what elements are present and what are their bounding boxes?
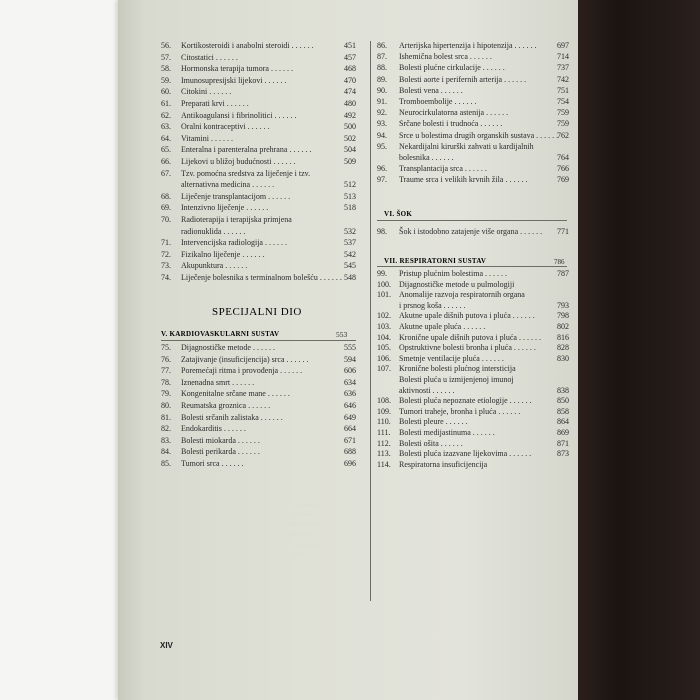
toc-entry: [161, 401, 356, 413]
toc-entry: [377, 52, 569, 63]
toc-entry-page: 864: [557, 417, 569, 427]
toc-entry: [377, 375, 569, 386]
toc-entry-page: 759: [557, 108, 569, 118]
toc-entry-title: Anomalije razvoja respiratornih organa: [399, 290, 525, 300]
toc-entry: [377, 460, 569, 471]
toc-entry-page: 480: [344, 99, 356, 108]
toc-entry-title: Endokarditis . . . . . .: [181, 424, 246, 434]
toc-entry-title: Tumori traheje, bronha i pluća . . . . . .: [399, 406, 521, 416]
toc-entry-number: 78.: [161, 377, 171, 387]
section-heading-vi: VI. ŠOK: [384, 210, 413, 218]
toc-entry-title: Bolesti perikarda . . . . . .: [181, 447, 260, 457]
toc-entry-title: i prsnog koša . . . . . .: [399, 300, 466, 310]
toc-entry-page: 646: [344, 401, 356, 410]
toc-entry-title: Smetnje ventilacije pluća . . . . . .: [399, 353, 504, 363]
toc-entry-page: 512: [344, 180, 356, 190]
toc-entry: [161, 169, 356, 181]
rule: [161, 340, 356, 341]
toc-entry-number: 70.: [161, 215, 171, 224]
toc-entry-page: 664: [344, 424, 356, 434]
toc-entry-number: 88.: [377, 63, 387, 73]
toc-entry-title: Imunosupresijski lijekovi . . . . . .: [181, 75, 287, 85]
toc-entry-title: Pristup plućnim bolestima . . . . . .: [399, 269, 507, 278]
toc-entry: [377, 119, 569, 130]
toc-entry: [161, 343, 356, 355]
toc-entry-page: 594: [344, 354, 356, 364]
toc-entry-title: Kongenitalne srčane mane . . . . . .: [181, 389, 290, 399]
toc-entry-title: alternativna medicina . . . . . .: [181, 180, 275, 190]
toc-entry: [377, 142, 569, 153]
toc-entry-title: Srčane bolesti i trudnoća . . . . . .: [399, 119, 503, 129]
toc-entry: [377, 439, 569, 450]
toc-entry-number: 67.: [161, 168, 171, 178]
toc-entry: [377, 63, 569, 74]
toc-entry: [161, 250, 356, 262]
toc-entry: [377, 407, 569, 418]
toc-entry-number: 94.: [377, 130, 387, 140]
toc-entry-page: 542: [344, 249, 356, 259]
toc-entry-number: 103.: [377, 322, 391, 331]
toc-entry-page: 513: [344, 191, 356, 201]
toc-entry-title: aktivnosti . . . . . .: [399, 385, 455, 395]
toc-entry-page: 754: [557, 97, 569, 106]
toc-entry-title: Intenzivno liječenje . . . . . .: [181, 203, 269, 213]
toc-entry: [161, 261, 356, 273]
toc-entry: [161, 203, 356, 215]
toc-entry-number: 61.: [161, 99, 171, 108]
section-heading-v: V. KARDIOVASKULARNI SUSTAV: [161, 330, 280, 338]
column-divider: [370, 41, 371, 601]
toc-entry: [377, 97, 569, 108]
toc-entry-page: 762: [557, 130, 569, 140]
toc-entry-title: Dijagnostičke metode . . . . . .: [181, 343, 275, 352]
toc-entry-page: 828: [557, 343, 569, 353]
toc-entry-title: Tromboembolije . . . . . .: [399, 97, 477, 106]
toc-entry-title: Oralni kontraceptivi . . . . . .: [181, 122, 270, 132]
toc-entry-number: 68.: [161, 191, 171, 201]
toc-entry-number: 96.: [377, 164, 387, 174]
toc-entry-title: radionuklida . . . . . .: [181, 226, 246, 236]
toc-entry: [377, 227, 569, 238]
toc-entry: [161, 192, 356, 204]
toc-entry-number: 104.: [377, 332, 391, 342]
toc-entry-title: Tzv. pomoćna sredstva za liječenje i tzv.: [181, 168, 311, 178]
toc-entry-number: 102.: [377, 311, 391, 321]
toc-entry-title: Akutne upale dišnih putova i pluća . . . . . .: [399, 311, 535, 321]
toc-entry: [161, 355, 356, 367]
toc-entry: [377, 108, 569, 119]
toc-entry: [377, 343, 569, 354]
toc-entry-page: 838: [557, 385, 569, 395]
toc-entry-number: 92.: [377, 108, 387, 118]
toc-entry-title: Citostatici . . . . . .: [181, 52, 238, 62]
toc-entry-title: Bolesti medijastinuma . . . . . .: [399, 428, 495, 437]
toc-entry: [161, 436, 356, 448]
toc-entry-page: 802: [557, 322, 569, 331]
toc-entry: [377, 364, 569, 375]
toc-entry-title: Citokini . . . . . .: [181, 87, 232, 97]
toc-entry-title: Reumatska groznica . . . . . .: [181, 401, 271, 410]
toc-entry-page: 742: [557, 74, 569, 84]
toc-entry: [161, 447, 356, 459]
toc-entry: [377, 301, 569, 312]
toc-entry-title: Kortikosteroidi i anabolni steroidi . . . . . .: [181, 41, 314, 50]
toc-entry-number: 111.: [377, 428, 391, 437]
toc-entry-number: 62.: [161, 110, 171, 120]
toc-entry: [377, 86, 569, 97]
toc-entry-title: Bolesti miokarda . . . . . .: [181, 435, 260, 445]
toc-entry: [377, 396, 569, 407]
page-gutter-shadow: [118, 0, 144, 700]
toc-entry-number: 101.: [377, 290, 391, 300]
toc-entry-title: Šok i istodobno zatajenje više organa . . . . . .: [399, 227, 543, 236]
toc-entry-page: 671: [344, 435, 356, 445]
toc-entry: [377, 280, 569, 291]
toc-entry-title: Bolesti srčanih zalistaka . . . . . .: [181, 412, 283, 422]
toc-left-section: [161, 343, 356, 471]
toc-entry-number: 73.: [161, 261, 171, 271]
toc-entry-number: 58.: [161, 64, 171, 74]
toc-entry: [161, 238, 356, 250]
toc-entry-number: 64.: [161, 133, 171, 143]
toc-entry: [161, 41, 356, 53]
toc-entry-title: Zatajivanje (insuficijencija) srca . . . . . .: [181, 354, 309, 364]
toc-entry-number: 87.: [377, 52, 387, 62]
toc-entry-page: 502: [344, 133, 356, 143]
toc-entry-number: 79.: [161, 389, 171, 399]
toc-entry-page: 468: [344, 64, 356, 74]
toc-entry-number: 85.: [161, 459, 171, 468]
toc-entry-number: 83.: [161, 435, 171, 445]
toc-entry: [377, 131, 569, 142]
toc-entry-page: 451: [344, 41, 356, 50]
toc-entry-title: Intervencijska radiologija . . . . . .: [181, 238, 287, 248]
toc-entry-number: 75.: [161, 343, 171, 352]
section-heading-vii: VII. RESPIRATORNI SUSTAV: [384, 257, 487, 265]
toc-entry-page: 504: [344, 145, 356, 155]
toc-entry-number: 89.: [377, 74, 387, 84]
toc-entry-number: 80.: [161, 401, 171, 410]
toc-entry-number: 86.: [377, 41, 387, 50]
toc-entry: [161, 273, 356, 285]
toc-entry-number: 100.: [377, 279, 391, 289]
toc-entry-number: 114.: [377, 459, 391, 469]
toc-entry-page: 751: [557, 85, 569, 95]
toc-entry-page: 696: [344, 459, 356, 468]
toc-entry-title: Radioterapija i terapijska primjena: [181, 215, 292, 224]
toc-entry-page: 816: [557, 332, 569, 342]
toc-entry-page: 555: [344, 343, 356, 352]
toc-entry-number: 109.: [377, 406, 391, 416]
toc-entry: [161, 366, 356, 378]
toc-entry-number: 113.: [377, 449, 391, 459]
toc-entry-title: Bolesti pluća nepoznate etiologije . . . . . .: [399, 396, 532, 406]
toc-entry-title: Vitamini . . . . . .: [181, 133, 233, 143]
toc-entry-title: Fizikalno liječenje . . . . . .: [181, 249, 265, 259]
toc-entry: [161, 378, 356, 390]
toc-entry-page: 871: [557, 438, 569, 448]
toc-entry-number: 98.: [377, 227, 387, 236]
toc-entry-page: 714: [557, 52, 569, 62]
toc-left-column: [161, 41, 356, 285]
toc-entry: [161, 64, 356, 76]
toc-entry: [161, 111, 356, 123]
book-cover-edge: [565, 0, 700, 700]
toc-entry-title: Hormonska terapija tumora . . . . . .: [181, 64, 293, 74]
toc-entry-title: Respiratorna insuficijencija: [399, 459, 488, 469]
toc-entry-number: 57.: [161, 52, 171, 62]
toc-entry-number: 90.: [377, 85, 387, 95]
toc-entry-title: Lijekovi u bližoj budućnosti . . . . . .: [181, 157, 296, 166]
toc-entry-page: 737: [557, 63, 569, 73]
toc-entry-number: 63.: [161, 122, 171, 132]
toc-entry-title: Bolesti aorte i perifernih arterija . . . . . .: [399, 74, 527, 84]
toc-entry-title: Tumori srca . . . . . .: [181, 459, 244, 468]
toc-entry-page: 636: [344, 389, 356, 399]
toc-entry-title: Kronične bolesti plućnog intersticija: [399, 364, 516, 374]
toc-entry-page: 470: [344, 75, 356, 85]
toc-entry-page: 518: [344, 203, 356, 213]
toc-entry: [377, 354, 569, 365]
toc-entry-number: 108.: [377, 396, 391, 406]
toc-entry-title: Akupunktura . . . . . .: [181, 261, 248, 271]
toc-entry: [377, 417, 569, 428]
toc-entry-page: 457: [344, 52, 356, 62]
toc-entry-number: 82.: [161, 424, 171, 434]
toc-entry-page: 500: [344, 122, 356, 132]
toc-entry-title: bolesnika . . . . . .: [399, 153, 454, 162]
toc-entry-page: 759: [557, 119, 569, 129]
toc-entry-page: 798: [557, 311, 569, 321]
toc-entry: [377, 41, 569, 52]
toc-entry-page: 474: [344, 87, 356, 97]
toc-entry-page: 787: [557, 269, 569, 278]
toc-entry-page: 634: [344, 377, 356, 387]
toc-entry: [161, 424, 356, 436]
toc-entry-number: 97.: [377, 175, 387, 185]
toc-entry: [377, 75, 569, 86]
toc-entry: [377, 269, 569, 280]
toc-right-section-vi: [377, 227, 569, 238]
toc-entry: [377, 311, 569, 322]
toc-entry-title: Akutne upale pluća . . . . . .: [399, 322, 486, 331]
toc-entry-number: 95.: [377, 141, 387, 151]
toc-entry: [161, 215, 356, 227]
toc-entry-number: 74.: [161, 273, 171, 282]
toc-entry-title: Bolesti pleure . . . . . .: [399, 417, 468, 427]
toc-entry-page: 606: [344, 366, 356, 376]
toc-entry: [377, 333, 569, 344]
toc-entry-title: Transplantacija srca . . . . . .: [399, 164, 487, 174]
toc-entry-page: 793: [557, 300, 569, 310]
toc-entry-page: 873: [557, 449, 569, 459]
toc-entry-title: Bolesti ošita . . . . . .: [399, 438, 463, 448]
toc-entry-number: 77.: [161, 366, 171, 376]
toc-entry: [377, 322, 569, 333]
toc-entry-title: Bolesti vena . . . . . .: [399, 85, 463, 95]
toc-entry: [161, 99, 356, 111]
section-title: SPECIJALNI DIO: [212, 306, 302, 318]
rule: [377, 220, 567, 221]
toc-entry: [161, 413, 356, 425]
toc-entry-title: Ishemična bolest srca . . . . . .: [399, 52, 492, 62]
toc-entry-title: Antikoagulansi i fibrinolitici . . . . . .: [181, 110, 297, 120]
toc-entry-number: 76.: [161, 354, 171, 364]
toc-entry-title: Nekardijalni kirurški zahvati u kardijalnih: [399, 141, 534, 151]
toc-entry-title: Poremećaji ritma i provođenja . . . . . .: [181, 366, 303, 376]
toc-entry-number: 106.: [377, 353, 391, 363]
toc-entry-number: 105.: [377, 343, 391, 353]
toc-entry-title: Liječenje bolesnika s terminalnom bolešću . . . . . .: [181, 273, 342, 282]
toc-entry-number: 69.: [161, 203, 171, 213]
toc-entry: [161, 180, 356, 192]
toc-entry-number: 59.: [161, 75, 171, 85]
toc-entry-number: 110.: [377, 417, 391, 427]
toc-entry-page: 537: [344, 238, 356, 248]
toc-entry: [377, 175, 569, 186]
show-through-marks: · · · · · · · · · · · · · · · · · · · · · · · · · · · · · · · · · · · · · · · · · · · · · · · · · ·: [290, 502, 324, 558]
toc-entry-number: 112.: [377, 438, 391, 448]
toc-entry-page: 697: [557, 41, 569, 50]
toc-entry: [161, 459, 356, 471]
toc-entry-page: 688: [344, 447, 356, 457]
toc-entry-title: Kronične upale dišnih putova i pluća . . . . . .: [399, 332, 541, 342]
toc-entry-number: 60.: [161, 87, 171, 97]
rule: [377, 266, 567, 267]
toc-entry: [161, 87, 356, 99]
toc-entry-page: 771: [557, 227, 569, 236]
toc-entry: [161, 53, 356, 65]
toc-entry-page: 850: [557, 396, 569, 406]
toc-entry-title: Dijagnostičke metode u pulmologiji: [399, 279, 515, 289]
toc-entry-number: 99.: [377, 269, 387, 278]
toc-entry-page: 869: [557, 428, 569, 437]
toc-entry-title: Bolesti plućne cirkulacije . . . . . .: [399, 63, 505, 73]
toc-entry-title: Liječenje transplantacijom . . . . . .: [181, 191, 291, 201]
toc-entry: [161, 389, 356, 401]
toc-entry-title: Bolesti pluća izazvane lijekovima . . . . . .: [399, 449, 532, 459]
toc-entry-number: 91.: [377, 97, 387, 106]
toc-right-column: [377, 41, 569, 187]
toc-entry-title: Bolesti pluća u izmijenjenoj imunoj: [399, 375, 514, 384]
toc-entry-page: 532: [344, 226, 356, 236]
toc-entry: [377, 290, 569, 301]
toc-entry-number: 81.: [161, 412, 171, 422]
toc-entry-title: Iznenadna smrt . . . . . .: [181, 377, 255, 387]
toc-entry: [377, 153, 569, 164]
toc-entry-page: 830: [557, 353, 569, 363]
toc-entry-page: 764: [557, 153, 569, 162]
toc-entry-page: 766: [557, 164, 569, 174]
toc-entry-page: 858: [557, 406, 569, 416]
toc-entry: [161, 145, 356, 157]
toc-entry-title: Arterijska hipertenzija i hipotenzija . . . . . .: [399, 41, 537, 50]
toc-entry: [161, 76, 356, 88]
toc-entry: [377, 449, 569, 460]
toc-entry: [161, 122, 356, 134]
toc-entry-title: Opstruktivne bolesti bronha i pluća . . . . . .: [399, 343, 536, 353]
toc-entry-number: 84.: [161, 447, 171, 457]
toc-entry-title: Neurocirkulatorna astenija . . . . . .: [399, 108, 509, 118]
toc-entry: [161, 157, 356, 169]
toc-entry-title: Preparati krvi . . . . . .: [181, 99, 249, 108]
toc-entry-page: 769: [557, 175, 569, 185]
toc-entry: [377, 428, 569, 439]
toc-entry-number: 93.: [377, 119, 387, 129]
toc-entry: [161, 227, 356, 239]
toc-entry-number: 66.: [161, 157, 171, 166]
toc-entry-page: 492: [344, 110, 356, 120]
toc-entry-number: 72.: [161, 249, 171, 259]
toc-entry-number: 56.: [161, 41, 171, 50]
toc-entry-page: 509: [344, 157, 356, 166]
toc-entry-number: 107.: [377, 364, 391, 374]
toc-entry: [377, 386, 569, 397]
toc-entry: [161, 134, 356, 146]
toc-right-section-vii: [377, 269, 569, 470]
section-heading-v-page: 553: [336, 330, 348, 339]
toc-entry-number: 65.: [161, 145, 171, 155]
toc-entry-title: Enteralna i parenteralna prehrana . . . . . .: [181, 145, 312, 155]
toc-entry-title: Srce u bolestima drugih organskih sustava . . . . . .: [399, 130, 559, 140]
toc-entry-title: Traume srca i velikih krvnih žila . . . . . .: [399, 175, 528, 185]
toc-entry-page: 548: [344, 273, 356, 282]
toc-entry-number: 71.: [161, 238, 171, 248]
page-number: XIV: [160, 641, 173, 650]
toc-entry-page: 649: [344, 412, 356, 422]
toc-entry-page: 545: [344, 261, 356, 271]
toc-entry: [377, 164, 569, 175]
section-heading-vii-page: 786: [554, 258, 565, 266]
